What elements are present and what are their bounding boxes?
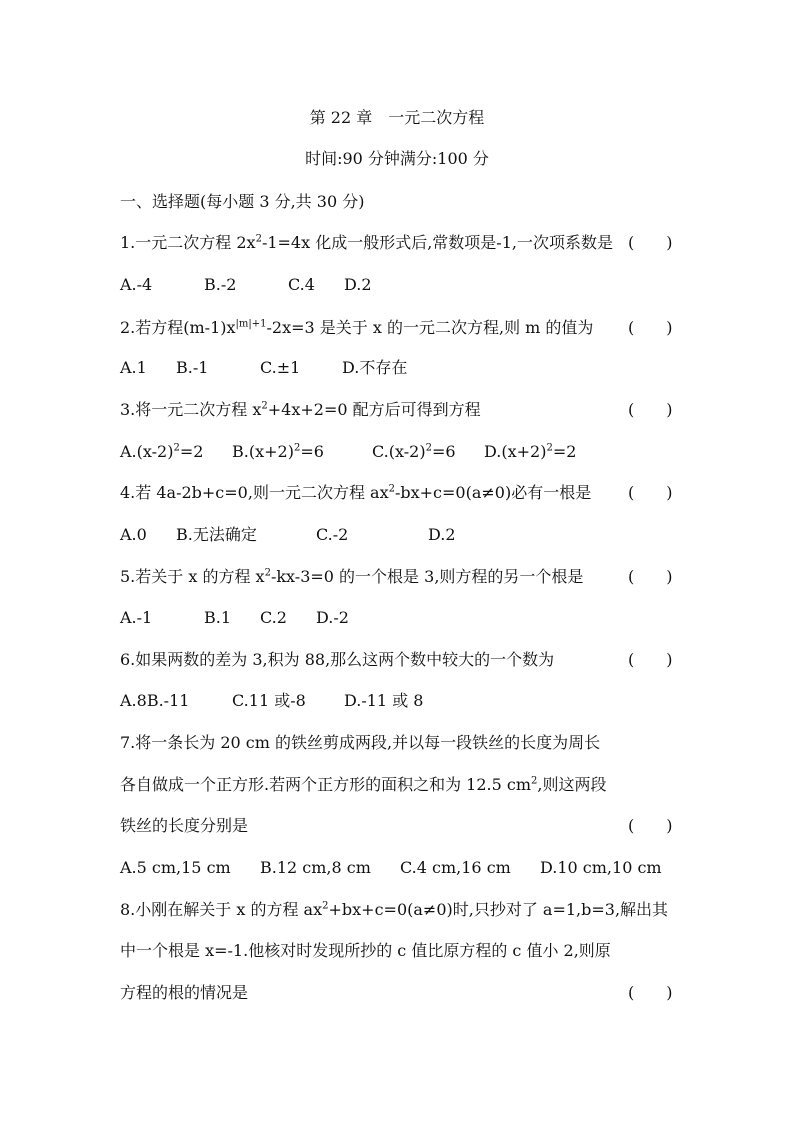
option-b: B.无法确定: [176, 525, 257, 544]
section-heading: 一、选择题(每小题 3 分,共 30 分): [120, 192, 365, 211]
answer-paren: ( ): [628, 400, 673, 419]
answer-paren: ( ): [628, 483, 673, 502]
question-6-stem: 6.如果两数的差为 3,积为 88,那么这两个数中较大的一个数为 ( ): [120, 650, 673, 669]
option-b: B.-1: [176, 358, 209, 377]
option-c: C.-2: [316, 525, 349, 544]
chapter-title: 第 22 章 一元二次方程: [309, 108, 485, 127]
question-7-stem-line2: 各自做成一个正方形.若两个正方形的面积之和为 12.5 $cm^2$,则这两段: [120, 775, 607, 794]
option-d: D.不存在: [342, 358, 408, 377]
option-d: D.10 cm,10 cm: [540, 858, 662, 877]
question-5-stem: 5.若关于 x 的方程 $x^2-kx-3=0$ 的一个根是 3,则方程的另一个根是 ( ): [120, 567, 673, 586]
answer-paren: ( ): [628, 816, 673, 835]
option-d: D.-2: [316, 608, 349, 627]
option-d: D.-11 或 8: [344, 691, 424, 710]
answer-paren: ( ): [628, 567, 673, 586]
question-8-stem-line3: 方程的根的情况是 ( ): [120, 983, 673, 1002]
option-ab: A.8B.-11: [120, 691, 190, 710]
question-7-stem-line3: 铁丝的长度分别是 ( ): [120, 816, 673, 835]
option-d: D.2: [428, 525, 456, 544]
option-a: A.5 cm,15 cm: [120, 858, 231, 877]
option-c: C.2: [260, 608, 287, 627]
option-a: A.-4: [120, 275, 153, 294]
option-a: $A.(x-2)^2=2$: [120, 442, 204, 461]
question-8-stem-line2: 中一个根是 x=-1.他核对时发现所抄的 c 值比原方程的 c 值小 2,则原: [120, 941, 611, 960]
option-d: D.2: [344, 275, 372, 294]
question-4-stem: 4.若 4a-2b+c=0,则一元二次方程 $ax^2-bx+c=0(a\ne 0)$必有一根是 ( ): [120, 483, 673, 502]
option-b: B.12 cm,8 cm: [260, 858, 371, 877]
option-c: C.4: [288, 275, 315, 294]
option-c: C.11 或-8: [232, 691, 306, 710]
option-c: C.4 cm,16 cm: [400, 858, 511, 877]
option-c: $C.(x-2)^2=6$: [372, 442, 456, 461]
answer-paren: ( ): [628, 650, 673, 669]
question-7-stem-line1: 7.将一条长为 20 cm 的铁丝剪成两段,并以每一段铁丝的长度为周长: [120, 733, 601, 752]
answer-paren: ( ): [628, 318, 673, 337]
question-8-stem-line1: 8.小刚在解关于 x 的方程 $ax^2+bx+c=0(a\ne 0)$时,只抄对了 a=1,b=3,解出其: [120, 900, 669, 919]
question-1-stem: 1.一元二次方程 $2x^2-1=4x$ 化成一般形式后,常数项是-1,一次项系数是 ( ): [120, 233, 673, 252]
option-a: A.1: [120, 358, 147, 377]
option-c: C.±1: [260, 358, 301, 377]
option-b: B.-2: [204, 275, 237, 294]
answer-paren: ( ): [628, 983, 673, 1002]
answer-paren: ( ): [628, 233, 673, 252]
option-d: $D.(x+2)^2=2$: [484, 442, 577, 461]
option-b: B.1: [204, 608, 232, 627]
time-score-info: 时间:90 分钟满分:100 分: [305, 149, 489, 168]
option-a: A.-1: [120, 608, 153, 627]
question-3-stem: 3.将一元二次方程 $x^2+4x+2=0$ 配方后可得到方程 ( ): [120, 400, 673, 419]
question-2-stem: 2.若方程$(m-1)x^{|m|+1}-2x=3$ 是关于 x 的一元二次方程,则 m 的值为 ( ): [120, 318, 673, 337]
option-a: A.0: [120, 525, 147, 544]
option-b: $B.(x+2)^2=6$: [232, 442, 324, 461]
